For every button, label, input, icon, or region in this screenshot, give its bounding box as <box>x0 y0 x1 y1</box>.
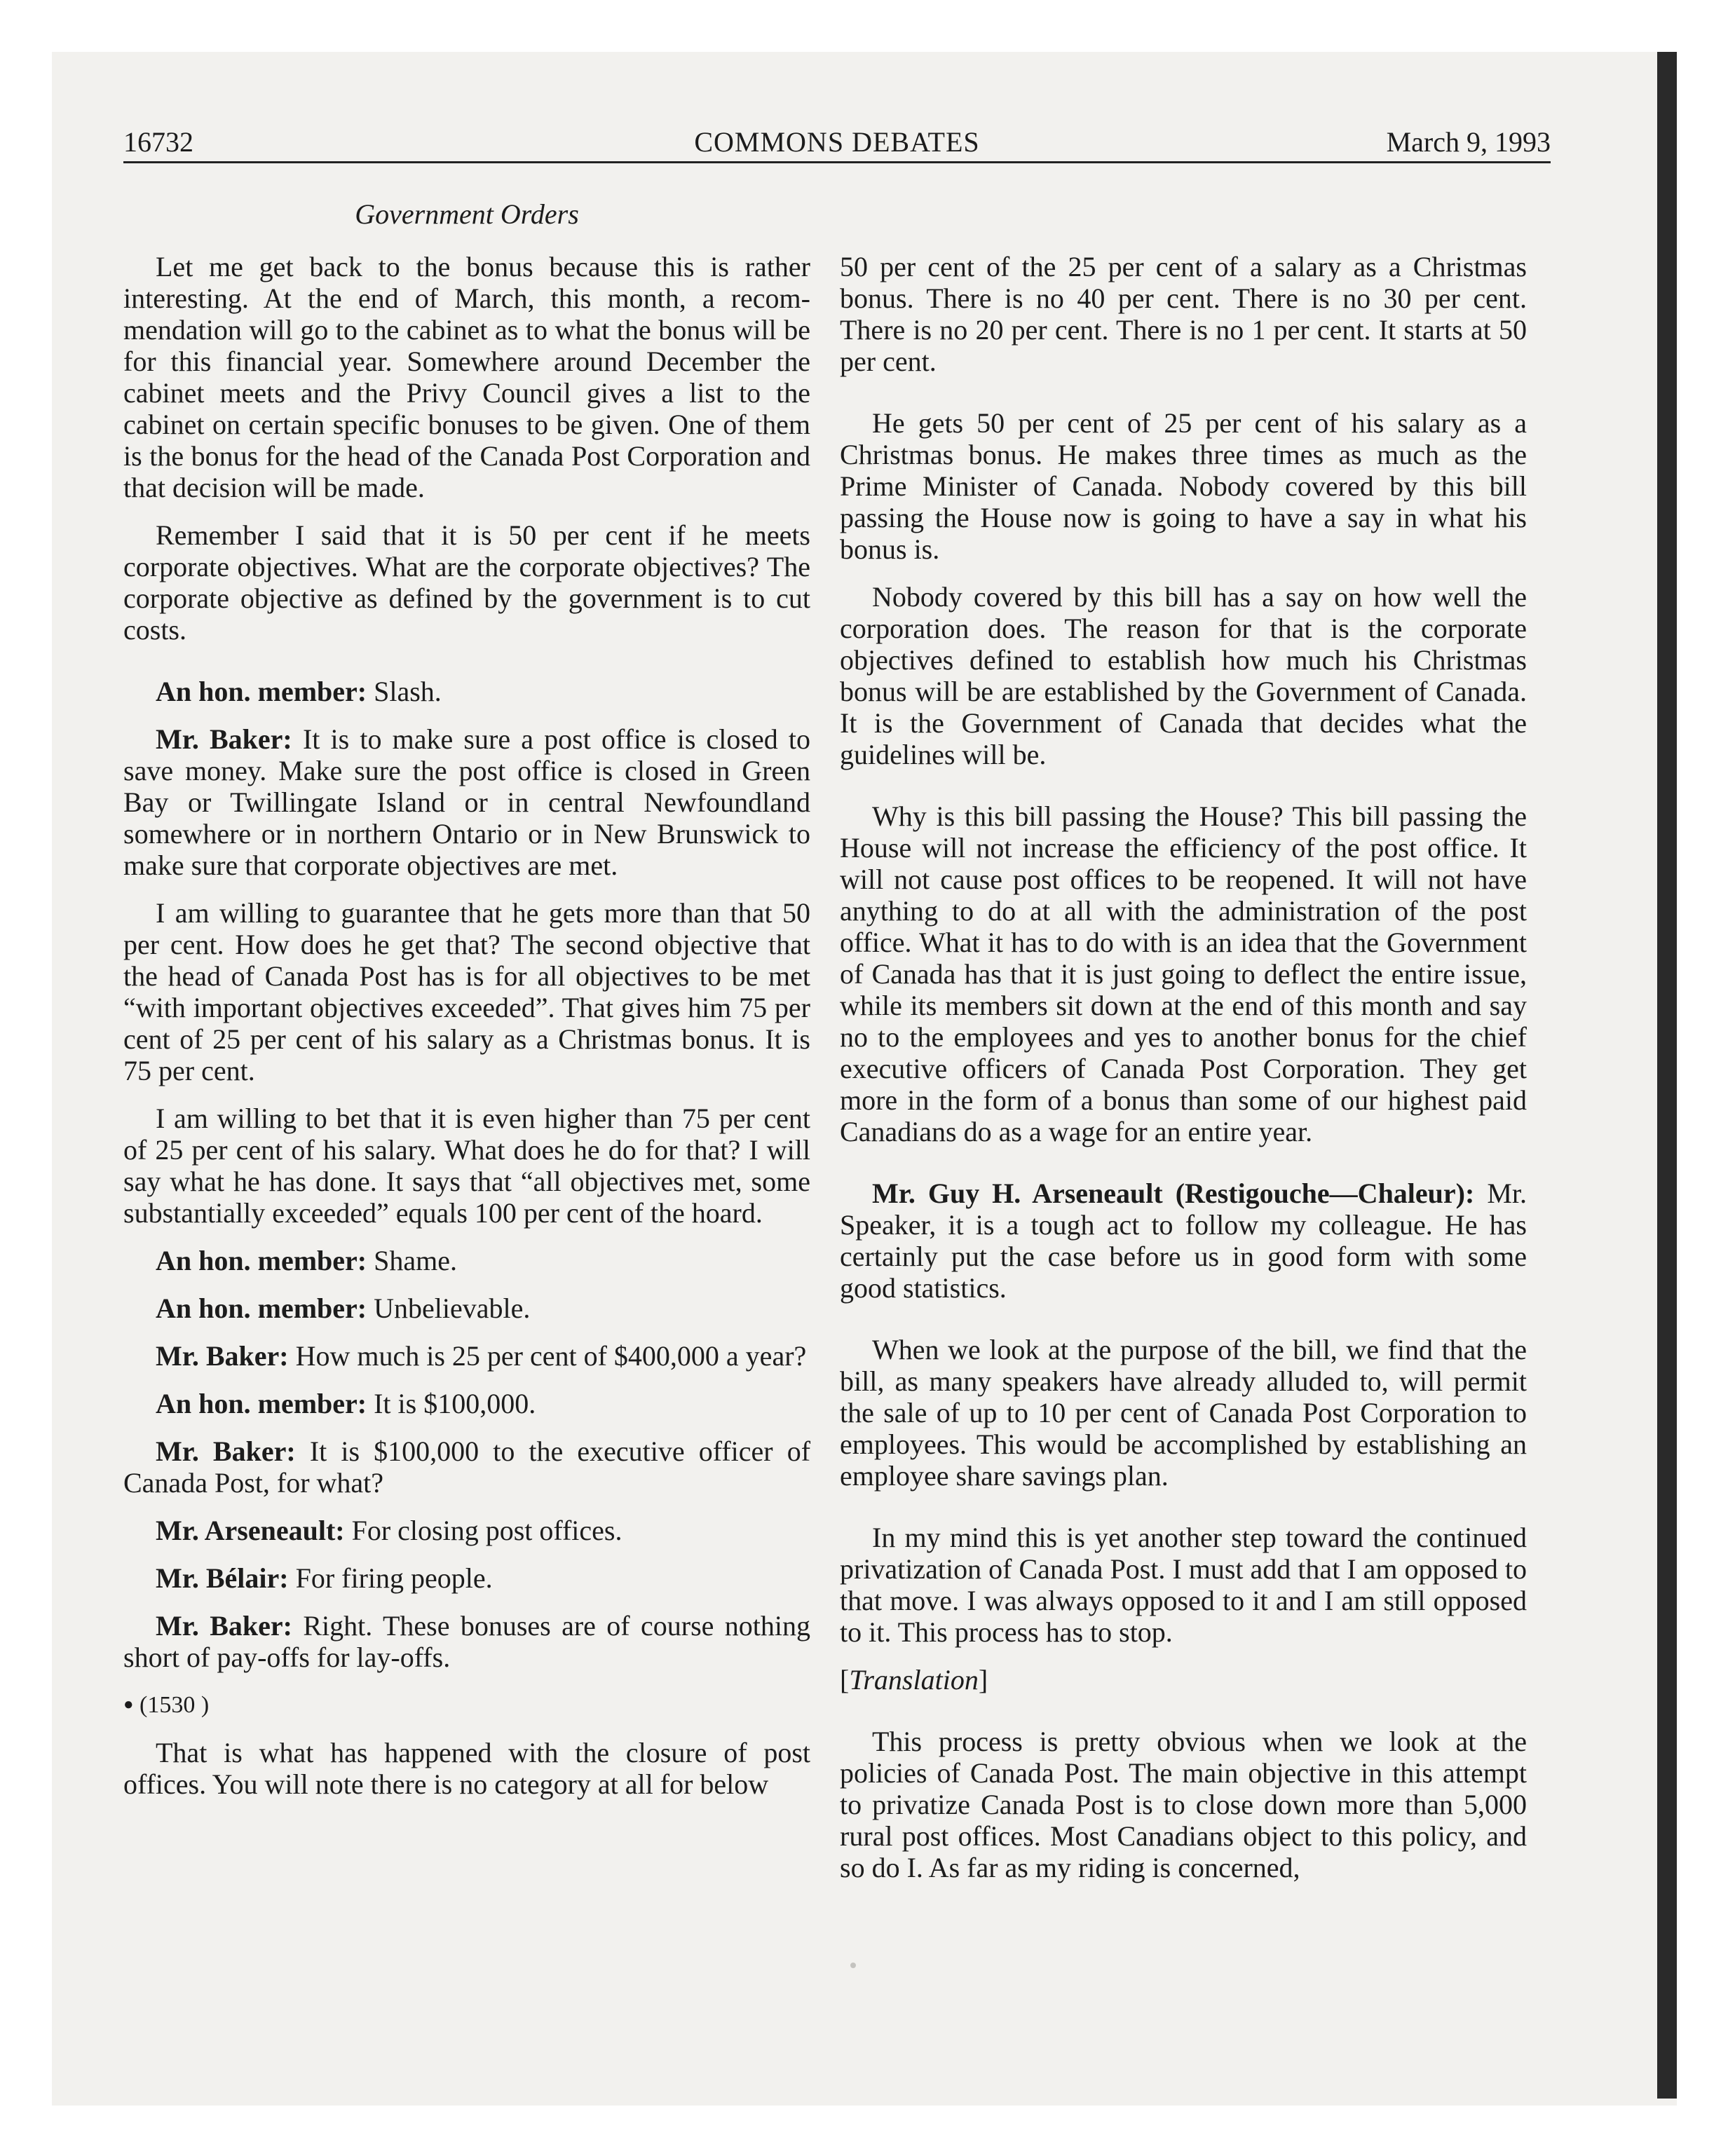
paragraph: In my mind this is yet another step toward the continued privatization of Canada Post. I must add that I am opposed to that move. I was always opposed to it and I am still opposed to it. This process has to stop. <box>840 1522 1527 1648</box>
speech <box>123 1388 810 1419</box>
paragraph: I am willing to bet that it is even higher than 75 per cent of 25 per cent of his salary. What does he do for that? I will say what he has done. It says that “all objectives met, some substantially exceeded” equals 100 per cent of the hoard. <box>123 1103 810 1229</box>
speech-text: Mr. Speaker, it is a tough act to follow my colleague. He has certainly put the case before us in good form with some good statistics. <box>840 1178 1528 1304</box>
speaker-name: Mr. Guy H. Arseneault (Restigouche—Chaleur): <box>872 1178 1475 1209</box>
speech <box>123 676 810 707</box>
speech-text: Shame. <box>374 1245 457 1276</box>
speaker-name: Mr. Bélair: <box>156 1562 289 1594</box>
paragraph: Remember I said that it is 50 per cent if he meets corporate objectives. What are the corporate objectives? The corporate objective as defined by the government is to cut costs. <box>123 519 810 646</box>
speech-text: It is to make sure a post office is closed to save money. Make sure the post office is closed in Green Bay or Twillingate Island or in central Newfoundland somewhere or in northern Ontario or in New Brunswick to make sure that corporate objectives are met. <box>123 723 811 881</box>
right-column <box>840 251 1527 1899</box>
paragraph: Nobody covered by this bill has a say on how well the corporation does. The reason for that is the corporate objectives defined to establish how much his Christmas bonus will be are established by the Government of Canada. It is the Government of Canada that decides what the guidelines will be. <box>840 581 1527 770</box>
translation-marker: [Translation] <box>840 1664 988 1696</box>
speaker-name: An hon. member: <box>156 1292 367 1324</box>
speaker-name: Mr. Baker: <box>156 1340 289 1372</box>
speech <box>123 1610 810 1673</box>
speech <box>123 1292 810 1324</box>
paragraph: That is what has happened with the closure of post offices. You will note there is no category at all for below <box>123 1737 810 1800</box>
page-header <box>123 126 1551 163</box>
paragraph: When we look at the purpose of the bill, we find that the bill, as many speakers have already alluded to, will permit the sale of up to 10 per cent of Canada Post Corporation to employees. This would be accomplished by establishing an employee share savings plan. <box>840 1334 1527 1492</box>
speaker-name: Mr. Baker: <box>156 723 292 755</box>
bullet-icon: ● <box>123 1696 134 1714</box>
page-date: March 9, 1993 <box>1386 126 1551 158</box>
timestamp <box>123 1689 810 1721</box>
scan-edge-shadow <box>1657 52 1677 2099</box>
paragraph: He gets 50 per cent of 25 per cent of his salary as a Christmas bonus. He makes three times as much as the Prime Minister of Canada. Nobody covered by this bill passing the House now is going to have a say in what his bonus is. <box>840 407 1527 565</box>
speech-text: It is $100,000 to the executive officer of Canada Post, for what? <box>123 1435 811 1499</box>
page-number: 16732 <box>123 126 193 158</box>
paragraph: This process is pretty obvious when we look at the policies of Canada Post. The main objective in this attempt to privatize Canada Post is to close down more than 5,000 rural post offices. Most Canadians object to this policy, and so do I. As far as my riding is concerned, <box>840 1726 1527 1883</box>
speech <box>123 1562 810 1594</box>
translation-label: Translation <box>849 1664 979 1696</box>
speech <box>123 1340 810 1372</box>
speech <box>123 1435 810 1499</box>
speech <box>123 1515 810 1546</box>
speech-text: Slash. <box>374 676 442 707</box>
timestamp-text: (1530 ) <box>140 1692 210 1718</box>
speaker-name: Mr. Baker: <box>156 1435 296 1467</box>
speaker-name: An hon. member: <box>156 676 367 707</box>
speech-text: It is $100,000. <box>374 1388 536 1419</box>
paragraph: I am willing to guarantee that he gets more than that 50 per cent. How does he get that? The second objective that the head of Canada Post has is for all objectives to be met “with important objectives exceeded”. That gives him 75 per cent of 25 per cent of his salary as a Christmas bonus. It is 75 per cent. <box>123 897 810 1086</box>
paragraph: Let me get back to the bonus because this is rather interesting. At the end of March, this month, a recommendation will go to the cabinet as to what the bonus will be for this financial year. Somewhere around December the cabinet meets and the Privy Council gives a list to the cabinet on certain specific bonuses to be given. One of them is the bonus for the head of the Canada Post Corporation and that decision will be made. <box>123 251 810 503</box>
speech-text: For firing people. <box>295 1562 493 1594</box>
speech <box>123 723 810 881</box>
speech-text: How much is 25 per cent of $400,000 a year? <box>295 1340 807 1372</box>
speech-text: Unbelievable. <box>374 1292 531 1324</box>
speech-text: For closing post offices. <box>351 1515 622 1546</box>
speaker-name: Mr. Baker: <box>156 1610 292 1642</box>
speaker-name: Mr. Arseneault: <box>156 1515 345 1546</box>
left-column <box>123 251 810 1816</box>
section-title: Government Orders <box>355 198 579 230</box>
speaker-name: An hon. member: <box>156 1245 367 1276</box>
speaker-name: An hon. member: <box>156 1388 367 1419</box>
publication-title: COMMONS DEBATES <box>694 126 980 158</box>
speech <box>840 1178 1527 1304</box>
paragraph: Why is this bill passing the House? This bill passing the House will not increase the efficiency of the post office. It will not cause post offices to be reopened. It will not have anything to do at all with the administration of the post office. What it has to do with is an idea that the Government of Canada has that it is just going to deflect the entire issue, while its members sit down at the end of this month and say no to the employees and yes to another bonus for the chief executive officers of Canada Post Corporation. They get more in the form of a bonus than some of our highest paid Canadians do as a wage for an entire year. <box>840 800 1527 1147</box>
speech <box>123 1245 810 1276</box>
scan-speck <box>850 1963 856 1968</box>
paragraph: 50 per cent of the 25 per cent of a salary as a Christmas bonus. There is no 40 per cent. There is no 30 per cent. There is no 20 per cent. There is no 1 per cent. It starts at 50 per cent. <box>840 251 1527 377</box>
speech-text: Right. These bonuses are of course nothing short of pay-offs for lay-offs. <box>123 1610 811 1673</box>
